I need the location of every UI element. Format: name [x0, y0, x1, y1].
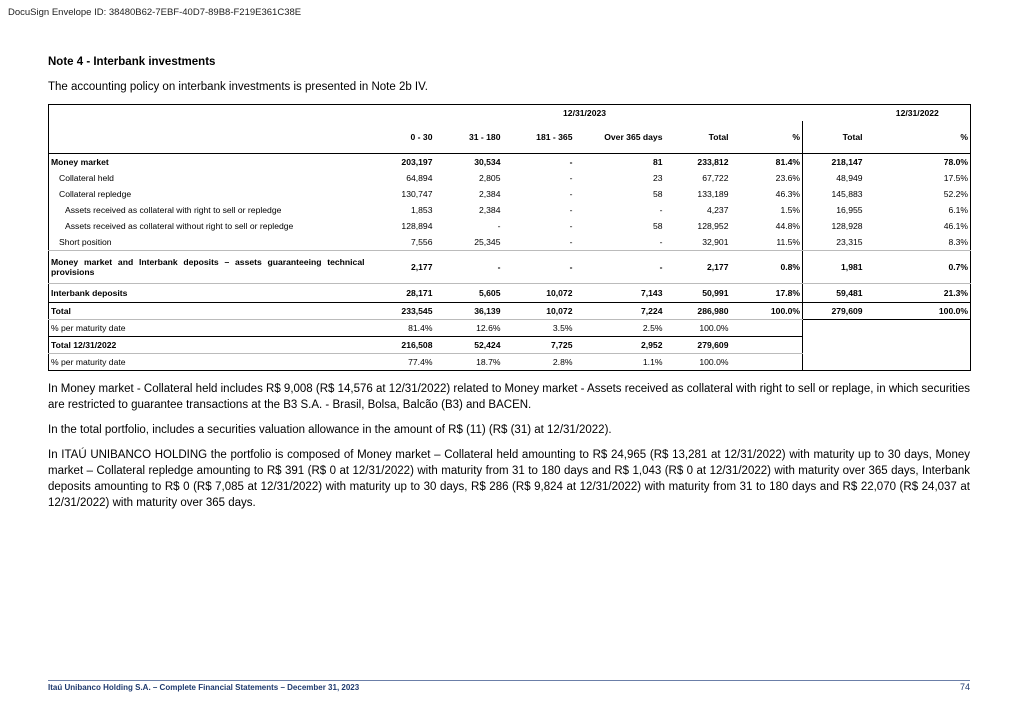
page-number: 74 [959, 682, 970, 692]
row-label: Collateral held [49, 170, 367, 186]
row-label: Total 12/31/2022 [49, 337, 367, 354]
cell: - [569, 221, 573, 231]
row-label: % per maturity date [49, 354, 367, 371]
table-row-money-market [49, 154, 971, 171]
cell: - [569, 173, 573, 183]
cell: 130,747 [401, 189, 433, 199]
col-total-2022: Total [803, 121, 865, 154]
cell: 128,928 [803, 218, 865, 234]
paragraph-collateral-held: In Money market - Collateral held includes R$ 9,008 (R$ 14,576 at 12/31/2022) related to Money market - Assets received as collateral with right to sell or replage, in which securities are restricted to guarantee transactions at the B3 S.A. - Brasil, Bolsa, Balcão (B3) and BACEN. [48, 383, 970, 411]
period-2023-label: 12/31/2023 [563, 108, 607, 118]
cell: 100.0% [913, 303, 971, 320]
row-label: % per maturity date [49, 320, 367, 337]
cell: 10,072 [503, 284, 575, 303]
cell: 2,177 [367, 251, 435, 284]
cell: 25,345 [435, 234, 503, 251]
cell: 7,556 [367, 234, 435, 251]
note-title: Note 4 - Interbank investments [48, 56, 216, 68]
cell: 11.5% [731, 234, 803, 251]
cell: 3.5% [503, 320, 575, 337]
cell: 2,805 [478, 173, 501, 183]
cell: 7,143 [575, 284, 665, 303]
cell: - [569, 205, 573, 215]
cell: 6.1% [913, 202, 971, 218]
cell: 100.0% [731, 303, 803, 320]
intro-text: The accounting policy on interbank investments is presented in Note 2b IV. [48, 81, 428, 93]
col-0-30: 0 - 30 [367, 121, 435, 154]
cell: 23 [652, 173, 663, 183]
cell: 21.3% [913, 284, 971, 303]
period-header-row [49, 105, 971, 122]
col-pct-2022: % [913, 121, 971, 154]
cell: 279,609 [665, 337, 731, 354]
cell: 5,605 [435, 284, 503, 303]
row-label: Assets received as collateral with right to sell or repledge [49, 202, 367, 218]
cell: 81.4% [775, 157, 801, 167]
cell: 218,147 [803, 154, 865, 171]
cell: 2,952 [575, 337, 665, 354]
cell: 81.4% [367, 320, 435, 337]
cell: 145,883 [803, 186, 865, 202]
table-row-pct-maturity-2023 [49, 320, 971, 337]
col-181-365: 181 - 365 [503, 121, 575, 154]
table-row-collateral-repledge [49, 186, 971, 202]
cell: - [497, 221, 501, 231]
cell: 32,901 [665, 234, 731, 251]
row-label: Total [49, 303, 367, 320]
cell: 2,384 [478, 205, 501, 215]
cell: 30,534 [474, 157, 501, 167]
cell: 16,955 [803, 202, 865, 218]
cell: 4,237 [706, 205, 729, 215]
row-label: Assets received as collateral without right to sell or repledge [49, 218, 367, 234]
cell: 64,894 [406, 173, 433, 183]
cell: - [575, 251, 665, 284]
cell: 1,853 [410, 205, 433, 215]
cell: 100.0% [665, 320, 731, 337]
cell: 23.6% [775, 173, 801, 183]
cell: 46.3% [775, 189, 801, 199]
cell: 203,197 [401, 157, 433, 167]
cell: 28,171 [367, 284, 435, 303]
footer-divider [48, 680, 970, 681]
cell: 286,980 [665, 303, 731, 320]
table-row-total-2022 [49, 337, 971, 354]
cell: 7,224 [575, 303, 665, 320]
cell: 12.6% [435, 320, 503, 337]
table-row-pct-maturity-2022 [49, 354, 971, 371]
col-31-180: 31 - 180 [435, 121, 503, 154]
column-header-row [49, 121, 971, 154]
col-over-365: Over 365 days [575, 121, 665, 154]
cell: 233,812 [697, 157, 729, 167]
cell: 279,609 [803, 303, 865, 320]
table-row-interbank-deposits [49, 284, 971, 303]
docusign-envelope-id: DocuSign Envelope ID: 38480B62-7EBF-40D7-89B8-F219E361C38E [8, 7, 302, 18]
cell: 8.3% [913, 234, 971, 251]
cell: 128,894 [401, 221, 433, 231]
row-label: Collateral repledge [49, 186, 367, 202]
table-row-assets-with-right [49, 202, 971, 218]
footer-text: Itaú Unibanco Holding S.A. – Complete Financial Statements – December 31, 2023 [48, 683, 360, 692]
col-total-2023: Total [665, 121, 731, 154]
cell: 2,177 [665, 251, 731, 284]
cell: 52.2% [913, 186, 971, 202]
cell: 48,949 [803, 170, 865, 186]
cell: 67,722 [702, 173, 729, 183]
cell: 1.5% [780, 205, 801, 215]
table-row-assets-without-right [49, 218, 971, 234]
cell: 44.8% [775, 221, 801, 231]
cell: 58 [652, 221, 663, 231]
table-row-short-position [49, 234, 971, 251]
cell: 1.1% [575, 354, 665, 371]
cell: - [503, 234, 575, 251]
cell: - [575, 234, 665, 251]
paragraph-valuation-allowance: In the total portfolio, includes a securities valuation allowance in the amount of R$ (11) (R$ (31) at 12/31/2022). [48, 424, 612, 436]
cell: 2.8% [503, 354, 575, 371]
cell: 59,481 [803, 284, 865, 303]
cell: 17.8% [731, 284, 803, 303]
cell: 50,991 [665, 284, 731, 303]
cell: 2.5% [575, 320, 665, 337]
cell: 18.7% [435, 354, 503, 371]
cell: 58 [652, 189, 663, 199]
cell: - [503, 251, 575, 284]
period-2022-label: 12/31/2022 [865, 105, 971, 122]
cell: 233,545 [367, 303, 435, 320]
table-row-mm-technical-provisions [49, 251, 971, 284]
cell: 78.0% [913, 154, 971, 171]
cell: 36,139 [435, 303, 503, 320]
cell: 100.0% [665, 354, 731, 371]
cell: 216,508 [367, 337, 435, 354]
cell: 1,981 [803, 251, 865, 284]
row-label: Short position [49, 234, 367, 251]
cell: 0.7% [913, 251, 971, 284]
cell: 0.8% [731, 251, 803, 284]
table-row-collateral-held [49, 170, 971, 186]
cell: 77.4% [367, 354, 435, 371]
cell: 46.1% [913, 218, 971, 234]
cell: 52,424 [435, 337, 503, 354]
cell: 23,315 [803, 234, 865, 251]
table-row-total [49, 303, 971, 320]
cell: 128,952 [697, 221, 729, 231]
cell: 17.5% [913, 170, 971, 186]
cell: 133,189 [697, 189, 729, 199]
cell: 10,072 [503, 303, 575, 320]
row-label: Money market [49, 154, 367, 171]
row-label: Money market and Interbank deposits – assets guaranteeing technical provisions [49, 251, 367, 284]
cell: - [659, 205, 663, 215]
cell: - [569, 189, 573, 199]
cell: 7,725 [503, 337, 575, 354]
cell: 2,384 [478, 189, 501, 199]
col-pct-2023: % [731, 121, 803, 154]
cell: - [435, 251, 503, 284]
cell: 81 [652, 157, 663, 167]
paragraph-holding-portfolio: In ITAÚ UNIBANCO HOLDING the portfolio is composed of Money market – Collateral held amounting to R$ 24,965 (R$ 13,281 at 12/31/2022) with maturity up to 30 days, Money market – Collateral repledge amounting to R$ 391 (R$ 0 at 12/31/2022) with maturity from 31 to 180 days and R$ 1,043 (R$ 0 at 12/31/2022) with maturity over 365 days, Interbank deposits amounting to R$ 0 (R$ 7,085 at 12/31/2022) with maturity up to 30 days, R$ 286 (R$ 9,824 at 12/31/2022) with maturity from 31 to 180 days and R$ 22,070 (R$ 24,037 at 12/31/2022) with maturity over 365 days. [48, 449, 970, 509]
row-label: Interbank deposits [49, 284, 367, 303]
cell: - [569, 157, 573, 167]
interbank-investments-table [48, 104, 971, 371]
